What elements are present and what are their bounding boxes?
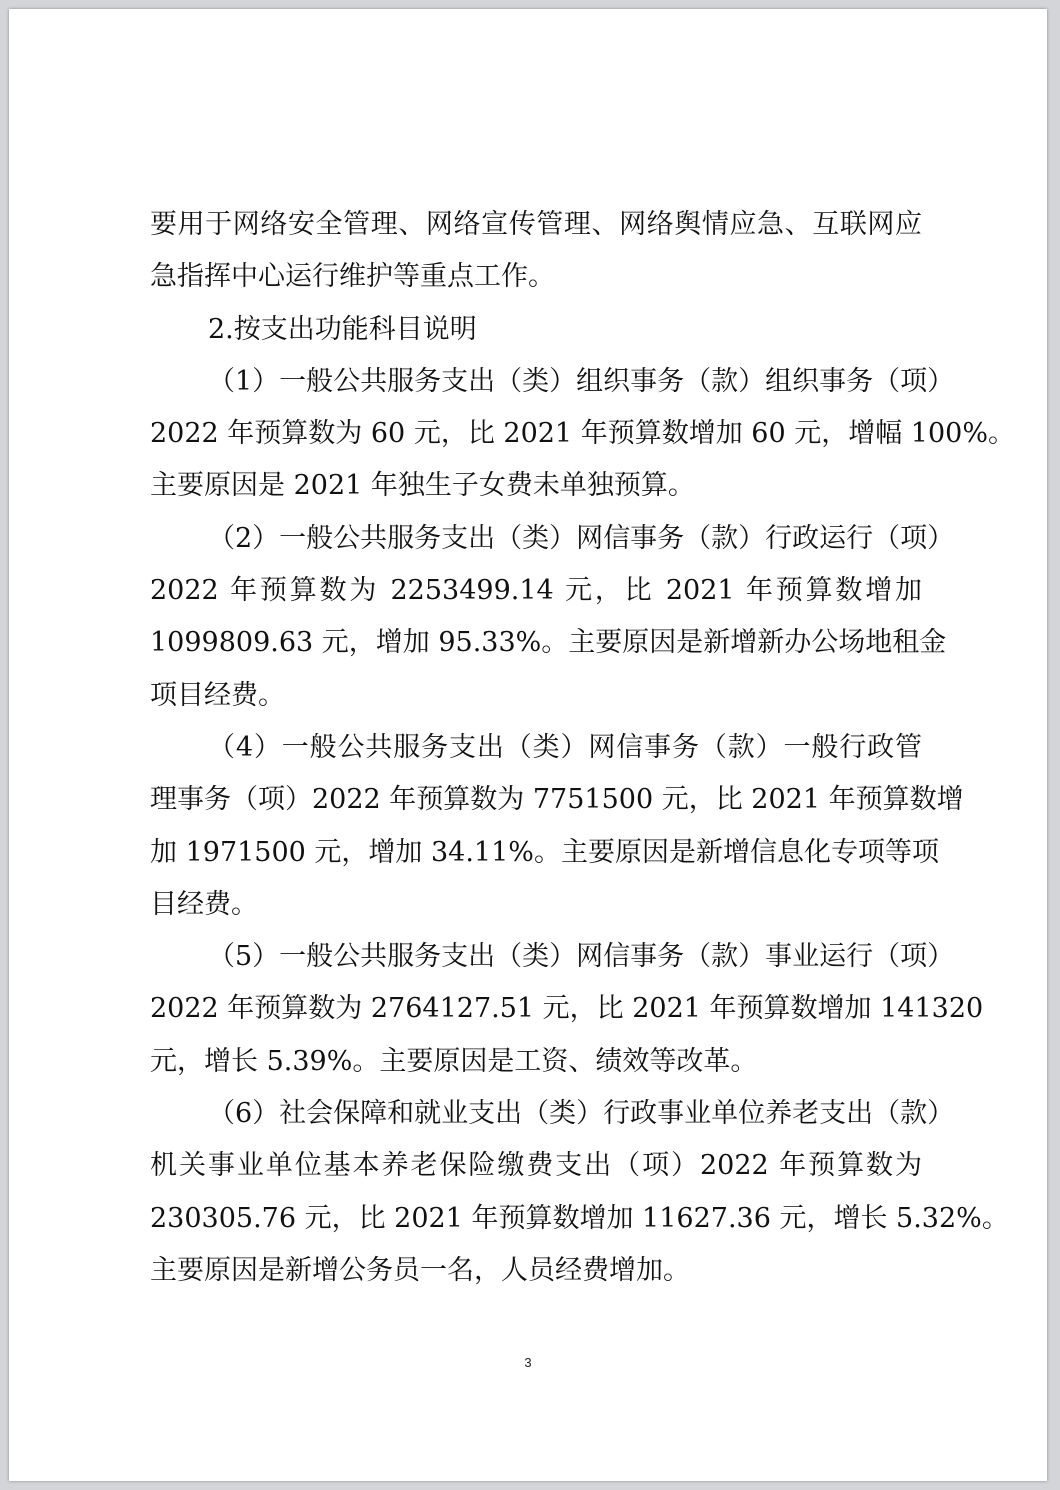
text-line: 主要原因是 2021 年独生子女费未单独预算。 [150,470,695,502]
text-line: 2022 年预算数为 60 元，比 2021 年预算数增加 60 元，增幅 100%。 [150,418,1015,450]
document-body [150,199,1015,1297]
text-line: 元，增长 5.39%。主要原因是工资、绩效等改革。 [150,1045,758,1077]
text-line: 目经费。 [150,888,258,920]
document-page [9,9,1047,1481]
paragraph-start: （1）一般公共服务支出（类）组织事务（款）组织事务（项） [208,365,955,397]
text-line: 急指挥中心运行维护等重点工作。 [150,261,555,293]
text-line: 要用于网络安全管理、网络宣传管理、网络舆情应急、互联网应 [150,209,922,240]
text-line: 230305.76 元，比 2021 年预算数增加 11627.36 元，增长 5.32%。 [150,1202,1009,1234]
paragraph-start: （5）一般公共服务支出（类）网信事务（款）事业运行（项） [208,941,955,973]
text-line: 主要原因是新增公务员一名，人员经费增加。 [150,1254,690,1286]
page-number: 3 [524,1355,532,1370]
text-line: 2022 年预算数为 2253499.14 元，比 2021 年预算数增加 [150,575,922,607]
section-heading: 2.按支出功能科目说明 [208,313,477,345]
paragraph-start: （4）一般公共服务支出（类）网信事务（款）一般行政管 [208,731,922,763]
text-line: 2022 年预算数为 2764127.51 元，比 2021 年预算数增加 141320 [150,993,984,1025]
text-line: 加 1971500 元，增加 34.11%。主要原因是新增信息化专项等项 [150,836,939,868]
text-line: 理事务（项）2022 年预算数为 7751500 元，比 2021 年预算数增 [150,784,964,816]
text-line: 1099809.63 元，增加 95.33%。主要原因是新增新办公场地租金 [150,627,947,659]
text-line: 项目经费。 [150,679,285,711]
paragraph-start: （6）社会保障和就业支出（类）行政事业单位养老支出（款） [208,1098,955,1130]
text-line: 机关事业单位基本养老保险缴费支出（项）2022 年预算数为 [150,1150,922,1182]
paragraph-start: （2）一般公共服务支出（类）网信事务（款）行政运行（项） [208,522,955,554]
